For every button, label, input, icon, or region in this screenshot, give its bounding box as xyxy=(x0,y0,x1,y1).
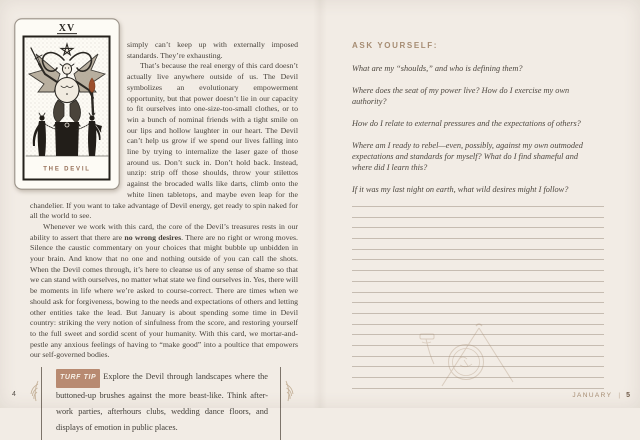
sprig-ornament-left xyxy=(29,379,40,403)
ruled-line xyxy=(352,206,604,217)
paragraph-text: Whenever we work with this card, the core of the Devil’s treasures rests in our ability to assert that there are xyxy=(30,221,298,242)
ruled-line xyxy=(352,345,604,356)
ruled-line xyxy=(352,356,604,367)
card-numeral: XV xyxy=(58,23,76,34)
footer-month: JANUARY xyxy=(572,392,613,399)
journal-question: Where does the seat of my power live? How do I exercise my own authority? xyxy=(352,86,570,106)
ruled-line xyxy=(352,334,604,345)
ruled-line xyxy=(352,377,604,388)
journal-question: What are my “shoulds,” and who is defining them? xyxy=(352,64,523,73)
ruled-line xyxy=(352,217,604,228)
body-paragraph: That’s because the real energy of this card doesn’t actually live anywhere outside of us. The Devil symbolizes an evolutionary empowerment opportunity, but that power doesn’t lie in our capacity to fit ourselves into one-size-too-small clothes, or to win a bunch of nominal friends with a tight smile on our lips and hollow laughter in our heart. The Devil can’t help us grow if we spend our lives falling into line by trying to internalize the laser gaze of those around us. Don’t suck in. Don’t hold back. Instead, unzip: strip off those shoulds, throw your stilettos against the brocaded walls like darts, climb onto the white linen tabletops, and maybe even leap for the chandelier. If you want to take advantage of Devil energy, get ready to spin naked for all the world to see. xyxy=(30,61,298,221)
journal-question: If it was my last night on earth, what wild desires might I follow? xyxy=(352,185,569,194)
ruled-line xyxy=(352,292,604,303)
turf-tip-text-block xyxy=(56,369,268,436)
journal-question: Where am I ready to rebel—even, possibly, against my own outmoded expectations and standards for myself? What do I find shameful and where did I learn this? xyxy=(352,141,583,172)
ask-yourself-heading: ASK YOURSELF: xyxy=(352,41,438,50)
ruled-line xyxy=(352,249,604,260)
ruled-line xyxy=(352,313,604,324)
sprig-ornament-right xyxy=(284,379,295,403)
tarot-card-container xyxy=(30,23,127,198)
page-number-left: 4 xyxy=(12,391,16,398)
turf-tip-text: Explore the Devil through landscapes where the buttoned-up brushes against the more beast-like. Think after-work parties, afterhours clubs, wedding dance floors, and displays of emotion in public places. xyxy=(56,372,268,433)
right-page xyxy=(320,0,640,408)
ruled-line xyxy=(352,324,604,335)
body-paragraph: simply can’t keep up with externally imposed standards. They’re exhausting. xyxy=(127,40,298,60)
ruled-line xyxy=(352,388,604,399)
turf-tip-label: TURF TIP xyxy=(56,369,100,388)
right-page-footer xyxy=(572,392,630,399)
ruled-line xyxy=(352,366,604,377)
ruled-line xyxy=(352,227,604,238)
ruled-line xyxy=(352,302,604,313)
bold-phrase: no wrong desires xyxy=(124,232,182,242)
left-page xyxy=(0,0,320,433)
footer-separator: | xyxy=(618,392,621,399)
ruled-line xyxy=(352,281,604,292)
ruled-line xyxy=(352,270,604,281)
page-number-right: 5 xyxy=(626,392,630,399)
body-paragraph xyxy=(30,222,298,361)
paragraph-text: . There are no right or wrong moves. Silence the caustic commentary on your choices that might bubble up unbidden in your brain. And know that no one and nothing outside of you can call the shots. When the Devil comes through, it’s here to cleanse us of any sense of shame so that we can stand with ourselves, no matter what state we find ourselves in. Yes, there will be moments in life where we’re asked to course-correct. There are times when we should ask for forgiveness, bowing to the needs and expectations of others and letting other entities take the lead. But January is about spending some time in Devil country: striking the very notion of sinfulness from the score, and restoring yourself to the full sweet and sordid scent of your humanity. With this card, we mortar-and-pestle any anxious feelings of having to “make good” into a poultice that empowers our self-governed bodies. xyxy=(30,232,298,360)
card-title: THE DEVIL xyxy=(43,166,91,173)
journal-question: How do I relate to external pressures and the expectations of others? xyxy=(352,119,581,128)
writing-lines xyxy=(352,206,604,398)
ruled-line xyxy=(352,238,604,249)
tarot-card-devil xyxy=(14,18,120,190)
turf-tip-callout xyxy=(41,367,281,440)
ruled-line xyxy=(352,259,604,270)
